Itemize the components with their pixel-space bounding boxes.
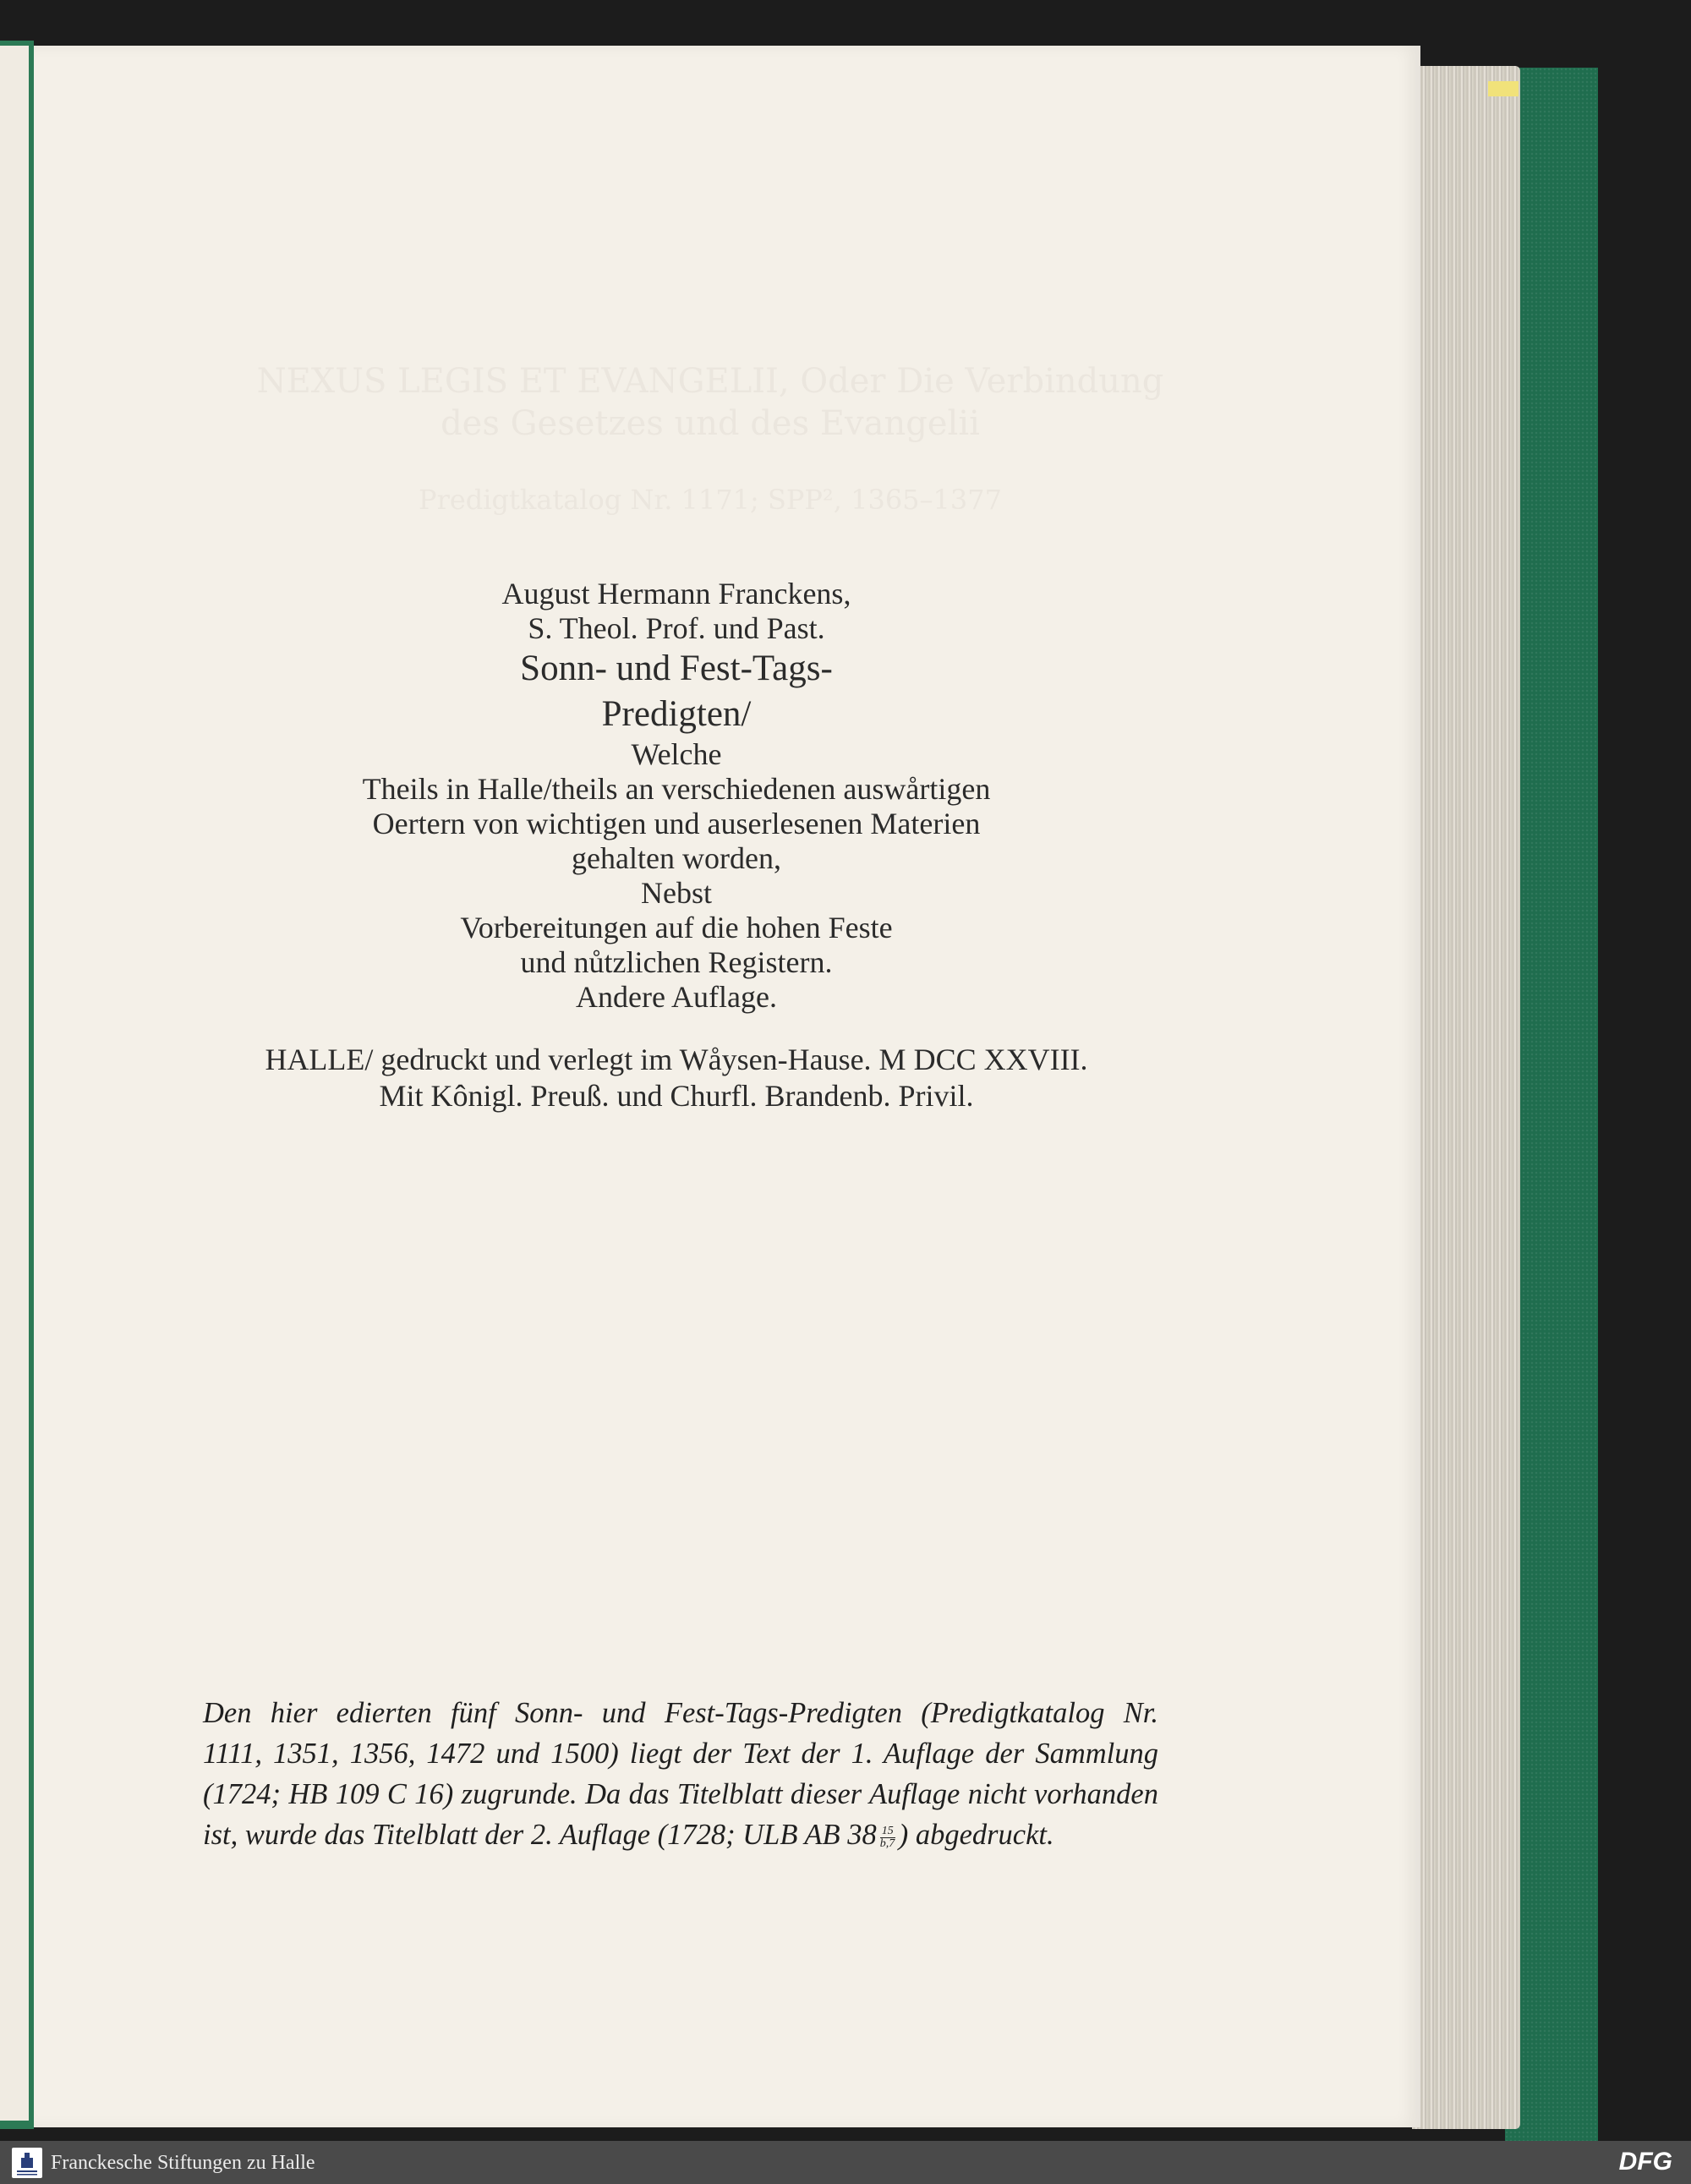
bleed-through-heading: NEXUS LEGIS ET EVANGELII, Oder Die Verbindung — [256, 362, 1164, 401]
fraction-denominator: b,7 — [879, 1836, 895, 1850]
subtitle-line-7: und nůtzlichen Registern. — [520, 945, 833, 979]
edition-line: Andere Auflage. — [576, 980, 777, 1014]
subtitle-line-2: Theils in Halle/theils an verschiedenen auswårtigen — [362, 772, 991, 806]
viewer-footer-bar — [0, 2141, 1691, 2184]
work-title-line-2: Predigten/ — [601, 694, 752, 734]
imprint-line-2: Mit Kônigl. Preuß. und Churfl. Brandenb. Privil. — [379, 1079, 974, 1113]
book-page — [34, 46, 1420, 2127]
page-block-edges — [1412, 66, 1520, 2129]
note-line-4-start: ist, wurde das Titelblatt der 2. Auflage (1728; ULB AB 38 — [203, 1819, 877, 1851]
fraction-numerator: 15 — [881, 1824, 894, 1837]
note-line-4-end: ) abgedruckt. — [898, 1819, 1054, 1851]
note-line-4 — [203, 1815, 1158, 1855]
bleed-through-catalog: Predigtkatalog Nr. 1171; SPP², 1365–1377 — [419, 484, 1002, 516]
author-title-line: S. Theol. Prof. und Past. — [528, 611, 825, 645]
work-title-line-1: Sonn- und Fest-Tags- — [520, 649, 833, 688]
shelfmark-fraction — [880, 1825, 895, 1850]
subtitle-line-1: Welche — [631, 737, 722, 771]
institution-name[interactable]: Franckesche Stiftungen zu Halle — [51, 2152, 315, 2174]
subtitle-line-5: Nebst — [641, 876, 712, 910]
note-line-2: 1111, 1351, 1356, 1472 und 1500) liegt der Text der 1. Auflage der Sammlung — [203, 1738, 1158, 1770]
note-line-3: (1724; HB 109 C 16) zugrunde. Da das Titelblatt dieser Auflage nicht vorhanden — [203, 1778, 1158, 1810]
editorial-note — [203, 1693, 1158, 1855]
imprint-line-1: HALLE/ gedruckt und verlegt im Wåysen-Hause. M DCC XXVIII. — [265, 1043, 1088, 1076]
previous-page-edge — [0, 46, 29, 2121]
note-line-1: Den hier edierten fünf Sonn- und Fest-Tags-Predigten (Predigtkatalog Nr. — [203, 1697, 1158, 1729]
subtitle-line-4: gehalten worden, — [572, 841, 781, 875]
subtitle-line-3: Oertern von wichtigen und auserlesenen Materien — [372, 807, 981, 840]
bleed-through-subheading: des Gesetzes und des Evangelii — [441, 404, 980, 443]
title-page-reproduction — [186, 577, 1167, 1114]
ribbon-marker — [1488, 81, 1519, 96]
dfg-logo[interactable]: DFG — [1618, 2148, 1672, 2176]
author-line: August Hermann Franckens, — [501, 577, 851, 610]
stiftungen-logo-icon[interactable] — [12, 2148, 42, 2178]
subtitle-line-6: Vorbereitungen auf die hohen Feste — [460, 911, 893, 944]
